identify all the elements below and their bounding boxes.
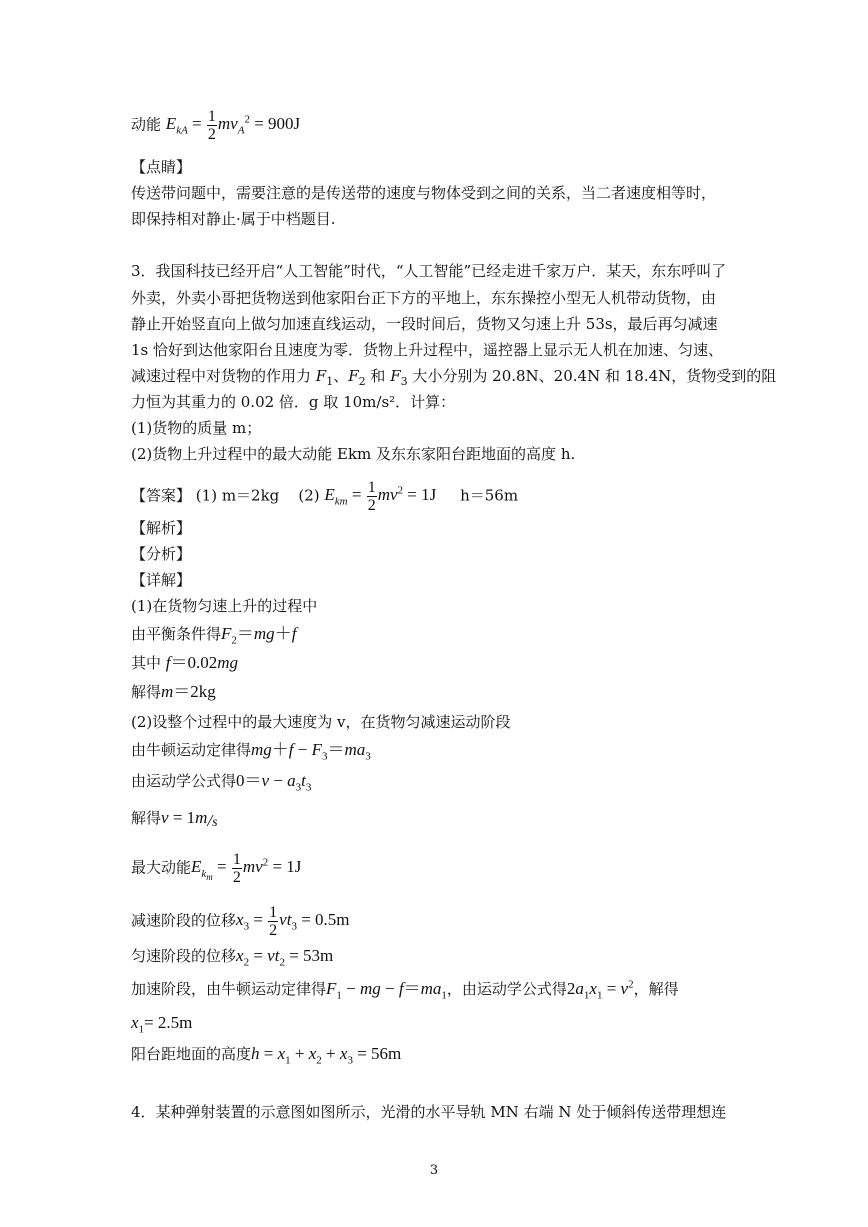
solution-line (131, 771, 312, 794)
formula: $x_3$ = $\frac{1}{2}$ $vt_3 = 0.5m$ (236, 904, 350, 939)
text: ，解得 (633, 980, 679, 998)
problem-line (131, 1102, 726, 1122)
answer-label: 【答案】 (131, 486, 192, 505)
formula: m＝2kg (161, 682, 216, 701)
solution-line: (2)设整个过程中的最大速度为 v，在货物匀减速运动阶段 (131, 713, 511, 731)
solution-line (131, 653, 238, 673)
formula: $x_2 = vt_2 = 53m$ (236, 946, 334, 969)
formula: f＝0.02mg (165, 653, 239, 672)
solution-line (131, 682, 216, 702)
label: 动能 (131, 115, 162, 134)
label: 阳台距地面的高度 (131, 1045, 252, 1063)
comment-header: 【点睛】 (131, 158, 192, 176)
comment-line: 即保持相对静止·属于中档题目. (131, 210, 336, 228)
text: 某种弹射装置的示意图如图所示，光滑的水平导轨 MN 右端 N 处于倾斜传送带理想连 (155, 1103, 727, 1121)
section-header: 【分析】 (131, 545, 192, 563)
text: 减速过程中对货物的作用力 (131, 367, 316, 385)
section-header: 【解析】 (131, 519, 192, 537)
solution-line (131, 1044, 402, 1067)
solution-line (131, 624, 297, 647)
label: 解得 (131, 683, 162, 701)
solution-line (131, 946, 334, 969)
text: 大小分别为 20.8N、20.4N 和 18.4N，货物受到的阻 (407, 367, 777, 385)
label: 由平衡条件得 (131, 625, 222, 643)
formula: $F_1$ − mg − $f=ma_1$ (326, 979, 447, 1002)
formula: $h = x_1 + x_2 + x_3 = 56m$ (251, 1044, 402, 1067)
formula: $F_2=mg+f$ (221, 624, 297, 647)
forces: $F_1$、$F_2$ 和 $F_3$ (315, 367, 408, 388)
label: 加速阶段，由牛顿运动定律得 (131, 980, 327, 998)
formula: $E_{k_m}$ = $\frac{1}{2}$ $mv^2 = 1J$ (191, 851, 302, 886)
question-2: (2)货物上升过程中的最大动能 Ekm 及东东家阳台距地面的高度 h. (131, 445, 576, 463)
problem-line: 力恒为其重力的 0.02 倍．g 取 10m/s²．计算： (131, 393, 456, 411)
solution-line (131, 851, 301, 886)
solution-line (131, 1013, 193, 1036)
answer-2-formula: $E_{km}$ = $\frac{1}{2}$ $mv^2 = 1J$ (324, 479, 437, 514)
kinetic-energy-line (131, 108, 300, 143)
solution-line (131, 740, 371, 763)
formula: $2a_1x_1 = v^2$ (566, 978, 634, 1002)
label: 解得 (131, 809, 162, 827)
answer-2-label: (2) (298, 486, 320, 505)
answer-3: h＝56m (460, 486, 519, 505)
label: 其中 (131, 654, 162, 672)
label: 最大动能 (131, 858, 192, 877)
problem-number: 3． (131, 262, 156, 280)
label: 由牛顿运动定律得 (131, 741, 252, 759)
text: 我国科技已经开启“人工智能”时代，“人工智能”已经走进千家万户．某天，东东呼叫了 (155, 262, 727, 280)
page-number: 3 (429, 1163, 439, 1178)
label: 由运动学公式得 (131, 772, 237, 790)
solution-line (131, 904, 350, 939)
problem-number: 4． (131, 1103, 156, 1121)
formula: $0=v - a_3t_3$ (236, 771, 312, 794)
text: ，由运动学公式得 (446, 980, 567, 998)
label: 匀速阶段的位移 (131, 947, 237, 965)
solution-line (131, 978, 679, 1002)
comment-line: 传送带问题中，需要注意的是传送带的速度与物体受到之间的关系，当二者速度相等时， (131, 184, 717, 202)
problem-line: 静止开始竖直向上做匀加速直线运动，一段时间后，货物又匀速上升 53s，最后再匀减速 (131, 315, 718, 333)
answer-line (131, 479, 518, 514)
label: 减速阶段的位移 (131, 911, 237, 930)
problem-line (131, 366, 776, 386)
solution-line: (1)在货物匀速上升的过程中 (131, 597, 318, 615)
solution-line (131, 808, 218, 830)
problem-line (131, 261, 726, 281)
problem-line: 1s 恰好到达他家阳台且速度为零．货物上升过程中，遥控器上显示无人机在加速、匀速、 (131, 341, 724, 359)
answer-1: (1) m＝2kg (195, 486, 280, 505)
formula: $mg+f - F_3=ma_3$ (251, 740, 371, 763)
problem-line: 外卖，外卖小哥把货物送到他家阳台正下方的平地上，东东操控小型无人机带动货物，由 (131, 289, 717, 307)
section-header: 【详解】 (131, 571, 192, 589)
formula: v = 1m/s (161, 808, 218, 830)
formula: $E_{kA}$ = $\frac{1}{2}$ $mv_A^2 = 900J$ (165, 108, 301, 143)
formula: $x_1= 2.5m$ (131, 1013, 193, 1036)
question-1: (1)货物的质量 m； (131, 419, 262, 437)
